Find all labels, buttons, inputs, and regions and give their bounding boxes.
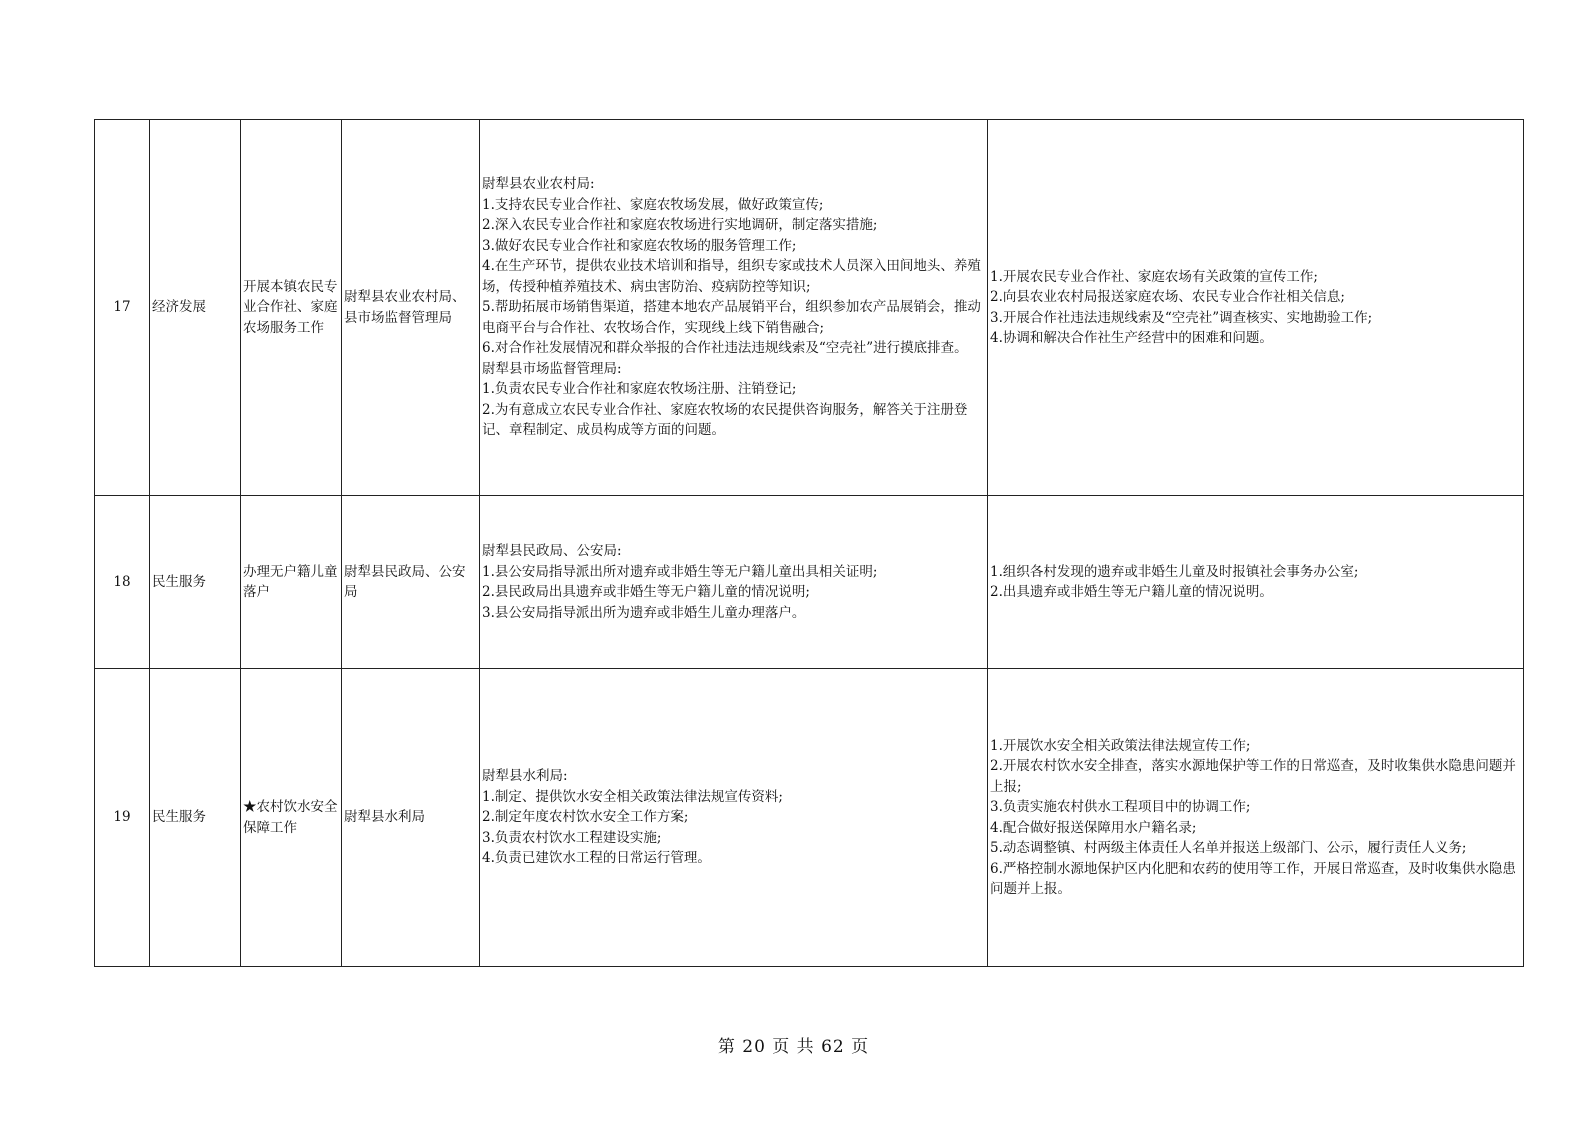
- row-item: ★农村饮水安全保障工作: [241, 669, 342, 967]
- row-number: 19: [95, 669, 150, 967]
- town-duties-cell: [988, 120, 1524, 496]
- duty-line: 3.开展合作社违法违规线索及“空壳社”调查核实、实地勘验工作;: [990, 309, 1373, 326]
- duty-line: 1.开展农民专业合作社、家庭农场有关政策的宣传工作;: [990, 268, 1318, 285]
- duty-line: 3.负责实施农村供水工程项目中的协调工作;: [990, 799, 1251, 815]
- duty-line: 1.制定、提供饮水安全相关政策法律法规宣传资料;: [482, 788, 783, 805]
- duty-line: 3.负责农村饮水工程建设实施;: [482, 829, 662, 846]
- duty-line: 1.县公安局指导派出所对遗弃或非婚生等无户籍儿童出具相关证明;: [482, 563, 878, 580]
- page-footer: 第 20 页 共 62 页: [717, 1037, 870, 1057]
- town-duties-cell: [988, 669, 1524, 967]
- row-departments: 尉犁县民政局、公安局: [342, 496, 480, 669]
- duty-line: 1.负责农民专业合作社和家庭农牧场注册、注销登记;: [482, 381, 797, 398]
- duty-line: 5.动态调整镇、村两级主体责任人名单并报送上级部门、公示，履行责任人义务;: [990, 840, 1467, 856]
- duty-line: 尉犁县民政局、公安局:: [482, 543, 622, 559]
- table-row: [95, 496, 1524, 669]
- row-departments: 尉犁县水利局: [342, 669, 480, 967]
- duty-line: 5.帮助拓展市场销售渠道，搭建本地农产品展销平台，组织参加农产品展销会，推动电商平台与合作社、农牧场合作，实现线上线下销售融合;: [482, 299, 981, 336]
- responsibility-table: [94, 119, 1524, 967]
- row-departments: 尉犁县农业农村局、县市场监督管理局: [342, 120, 480, 496]
- duty-line: 2.向县农业农村局报送家庭农场、农民专业合作社相关信息;: [990, 289, 1345, 305]
- duty-line: 2.制定年度农村饮水安全工作方案;: [482, 809, 689, 826]
- duty-line: 2.县民政局出具遗弃或非婚生等无户籍儿童的情况说明;: [482, 584, 810, 600]
- duty-line: 1.支持农民专业合作社、家庭农牧场发展，做好政策宣传;: [482, 196, 824, 213]
- duty-line: 尉犁县市场监督管理局:: [482, 360, 622, 377]
- table-row: [95, 669, 1524, 967]
- duty-line: 4.在生产环节，提供农业技术培训和指导，组织专家或技术人员深入田间地头、养殖场，传授种植养殖技术、病虫害防治、疫病防控等知识;: [482, 258, 981, 295]
- duty-line: 4.配合做好报送保障用水户籍名录;: [990, 819, 1197, 836]
- row-item: 办理无户籍儿童落户: [241, 496, 342, 669]
- duty-line: 1.开展饮水安全相关政策法律法规宣传工作;: [990, 737, 1251, 754]
- duty-line: 6.严格控制水源地保护区内化肥和农药的使用等工作，开展日常巡查，及时收集供水隐患问题并上报。: [990, 860, 1516, 897]
- duty-line: 2.出具遗弃或非婚生等无户籍儿童的情况说明。: [990, 584, 1273, 600]
- duty-line: 尉犁县农业农村局:: [482, 176, 595, 193]
- duty-line: 2.为有意成立农民专业合作社、家庭农牧场的农民提供咨询服务，解答关于注册登记、章程制定、成员构成等方面的问题。: [482, 401, 968, 439]
- row-number: 17: [95, 120, 150, 496]
- duty-line: 4.负责已建饮水工程的日常运行管理。: [482, 850, 711, 867]
- table-row: [95, 120, 1524, 496]
- row-number: 18: [95, 496, 150, 669]
- row-category: 民生服务: [150, 669, 241, 967]
- duty-line: 4.协调和解决合作社生产经营中的困难和问题。: [990, 330, 1273, 346]
- duty-line: 1.组织各村发现的遗弃或非婚生儿童及时报镇社会事务办公室;: [990, 563, 1359, 580]
- row-item: 开展本镇农民专业合作社、家庭农场服务工作: [241, 120, 342, 496]
- duty-line: 尉犁县水利局:: [482, 768, 568, 785]
- duty-line: 2.深入农民专业合作社和家庭农牧场进行实地调研，制定落实措施;: [482, 217, 878, 234]
- duty-line: 2.开展农村饮水安全排查，落实水源地保护等工作的日常巡查，及时收集供水隐患问题并上报;: [990, 758, 1516, 795]
- duty-line: 3.做好农民专业合作社和家庭农牧场的服务管理工作;: [482, 237, 797, 254]
- town-duties-cell: [988, 496, 1524, 669]
- dept-duties-cell: [480, 669, 988, 967]
- dept-duties-cell: [480, 496, 988, 669]
- row-category: 经济发展: [150, 120, 241, 496]
- duty-line: 6.对合作社发展情况和群众举报的合作社违法违规线索及“空壳社”进行摸底排查。: [482, 340, 968, 357]
- dept-duties-cell: [480, 120, 988, 496]
- row-category: 民生服务: [150, 496, 241, 669]
- duty-line: 3.县公安局指导派出所为遗弃或非婚生儿童办理落户。: [482, 604, 806, 621]
